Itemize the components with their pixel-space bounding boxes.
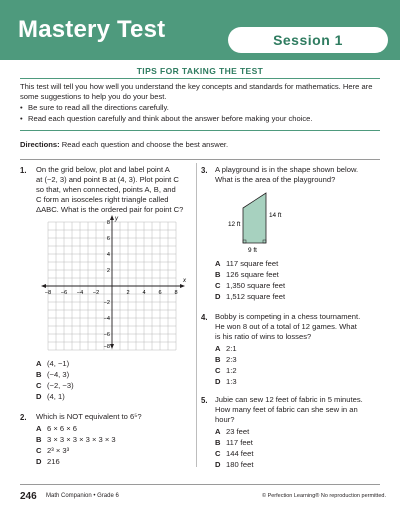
choice-1c[interactable] bbox=[36, 381, 74, 391]
y-axis bbox=[110, 215, 114, 349]
choice-text: 126 square feet bbox=[226, 270, 279, 279]
choice-letter: D bbox=[215, 292, 221, 301]
x-axis-label: x bbox=[183, 278, 186, 284]
page-number: 246 bbox=[20, 491, 37, 502]
choice-4c[interactable] bbox=[215, 366, 237, 376]
session-badge: Session 1 bbox=[228, 27, 388, 53]
question-5-line: hour? bbox=[215, 415, 235, 424]
question-3-line: What is the area of the playground? bbox=[215, 175, 336, 184]
choice-letter: D bbox=[215, 377, 221, 386]
tips-intro: This test will tell you how well you understand the key concepts and standards for mathematics. Here are some suggestions to help you do your best. bbox=[20, 82, 373, 101]
choice-text: 216 bbox=[47, 457, 60, 466]
page-header bbox=[0, 0, 400, 60]
question-3-text bbox=[215, 165, 358, 185]
question-1-line: so that, when connected, points A, B, and bbox=[36, 185, 176, 194]
choice-2c[interactable] bbox=[36, 446, 69, 456]
question-5-line: Jubie can sew 12 feet of fabric in 5 minutes. bbox=[215, 395, 363, 404]
choice-letter: A bbox=[215, 259, 221, 268]
x-tick-label: 4 bbox=[142, 290, 146, 296]
choice-text: 117 feet bbox=[226, 438, 253, 447]
choice-5d[interactable] bbox=[215, 460, 253, 470]
y-tick-label: −2 bbox=[103, 300, 110, 306]
choice-1b[interactable] bbox=[36, 370, 69, 380]
choice-3b[interactable] bbox=[215, 270, 279, 280]
choice-4d[interactable] bbox=[215, 377, 237, 387]
question-4-line: Bobby is competing in a chess tournament. bbox=[215, 312, 361, 321]
choice-text: 180 feet bbox=[226, 460, 254, 469]
choice-letter: C bbox=[215, 449, 221, 458]
y-tick-label: −8 bbox=[103, 344, 110, 350]
question-2-text: Which is NOT equivalent to 6⁵? bbox=[36, 412, 142, 421]
choice-letter: D bbox=[36, 392, 42, 401]
choice-letter: B bbox=[215, 270, 221, 279]
tips-bottom-rule bbox=[20, 130, 380, 131]
choice-text: (4, −1) bbox=[47, 359, 70, 368]
choice-letter: C bbox=[215, 281, 221, 290]
footer-rule bbox=[20, 484, 380, 485]
x-tick-label: 8 bbox=[174, 290, 178, 296]
choice-text: 23 feet bbox=[226, 427, 250, 436]
y-tick-label: −6 bbox=[103, 332, 110, 338]
coordinate-grid[interactable] bbox=[38, 214, 188, 350]
choice-letter: B bbox=[215, 355, 221, 364]
question-1-line: On the grid below, plot and label point A bbox=[36, 165, 170, 174]
column-divider bbox=[196, 163, 197, 467]
y-tick-label: 2 bbox=[106, 268, 110, 274]
choice-letter: A bbox=[215, 344, 221, 353]
choice-2b[interactable] bbox=[36, 435, 116, 445]
question-1-line: C form an isosceles right triangle called bbox=[36, 195, 169, 204]
y-tick-label: 8 bbox=[106, 220, 110, 226]
tips-heading: TIPS FOR TAKING THE TEST bbox=[136, 66, 264, 76]
choice-text: 1:3 bbox=[226, 377, 237, 386]
question-1-number: 1. bbox=[20, 166, 27, 175]
choice-text: (−4, 3) bbox=[47, 370, 70, 379]
choice-3a[interactable] bbox=[215, 259, 278, 269]
choice-5c[interactable] bbox=[215, 449, 253, 459]
y-axis-label: y bbox=[115, 216, 118, 222]
choice-letter: A bbox=[36, 359, 42, 368]
choice-letter: D bbox=[36, 457, 42, 466]
copyright-notice: © Perfection Learning® No reproduction permitted. bbox=[262, 493, 386, 499]
directions bbox=[20, 140, 228, 149]
question-2-number: 2. bbox=[20, 413, 27, 422]
choice-text: 2³ × 3³ bbox=[47, 446, 70, 455]
y-tick-label: 4 bbox=[106, 252, 110, 258]
tips-bullet-1: • Be sure to read all the directions carefully. bbox=[28, 103, 378, 113]
choice-3c[interactable] bbox=[215, 281, 285, 291]
choice-3d[interactable] bbox=[215, 292, 285, 302]
x-tick-label: −8 bbox=[44, 290, 52, 296]
choice-letter: B bbox=[36, 435, 42, 444]
question-3-number: 3. bbox=[201, 166, 208, 175]
choice-text: 144 feet bbox=[226, 449, 254, 458]
choice-text: 2:3 bbox=[226, 355, 237, 364]
question-1-line: ΔABC. What is the ordered pair for point C? bbox=[36, 205, 184, 214]
x-tick-label: 6 bbox=[158, 290, 162, 296]
x-tick-label: −4 bbox=[76, 290, 84, 296]
choice-letter: C bbox=[36, 446, 42, 455]
question-1-line: at (−2, 3) and point B at (4, 3). Plot point C bbox=[36, 175, 179, 184]
choice-2a[interactable] bbox=[36, 424, 77, 434]
trapezoid-right-label: 14 ft bbox=[269, 212, 282, 219]
question-5-text bbox=[215, 395, 363, 425]
question-4-number: 4. bbox=[201, 313, 208, 322]
directions-text: Read each question and choose the best answer. bbox=[61, 140, 229, 149]
tips-top-rule bbox=[20, 78, 380, 79]
trapezoid-bottom-label: 9 ft bbox=[248, 247, 257, 254]
choice-letter: B bbox=[215, 438, 221, 447]
choice-letter: A bbox=[36, 424, 42, 433]
choice-text: 2:1 bbox=[226, 344, 237, 353]
question-4-text bbox=[215, 312, 360, 342]
question-4-line: He won 8 out of a total of 12 games. What bbox=[215, 322, 357, 331]
question-5-line: How many feet of fabric can she sew in an bbox=[215, 405, 358, 414]
x-axis bbox=[41, 284, 185, 288]
choice-text: (4, 1) bbox=[47, 392, 65, 401]
choice-4b[interactable] bbox=[215, 355, 237, 365]
question-1-text bbox=[36, 165, 183, 215]
y-tick-label: −4 bbox=[103, 316, 110, 322]
tips-bullet-2: • Read each question carefully and think about the answer before making your choice. bbox=[28, 114, 378, 124]
choice-text: 6 × 6 × 6 bbox=[47, 424, 77, 433]
y-tick-label: 6 bbox=[106, 236, 110, 242]
trapezoid-figure bbox=[230, 190, 290, 254]
choice-text: (−2, −3) bbox=[47, 381, 74, 390]
choice-5b[interactable] bbox=[215, 438, 253, 448]
choice-4a[interactable] bbox=[215, 344, 237, 354]
choice-letter: C bbox=[215, 366, 221, 375]
choice-1d[interactable] bbox=[36, 392, 65, 402]
choice-text: 117 square feet bbox=[226, 259, 279, 268]
book-title: Math Companion • Grade 6 bbox=[46, 493, 119, 499]
directions-rule bbox=[20, 159, 380, 160]
choice-text: 1,350 square feet bbox=[226, 281, 286, 290]
choice-letter: C bbox=[36, 381, 42, 390]
directions-label: Directions: bbox=[20, 140, 60, 149]
choice-letter: B bbox=[36, 370, 42, 379]
x-tick-label: −6 bbox=[60, 290, 68, 296]
x-tick-label: 2 bbox=[126, 290, 130, 296]
x-tick-label: −2 bbox=[92, 290, 100, 296]
choice-letter: D bbox=[215, 460, 221, 469]
choice-text: 1:2 bbox=[226, 366, 237, 375]
choice-5a[interactable] bbox=[215, 427, 249, 437]
page-title: Mastery Test bbox=[18, 16, 166, 43]
choice-text: 3 × 3 × 3 × 3 × 3 × 3 bbox=[47, 435, 116, 444]
question-5-number: 5. bbox=[201, 396, 208, 405]
question-4-line: is his ratio of wins to losses? bbox=[215, 332, 312, 341]
choice-1a[interactable] bbox=[36, 359, 69, 369]
choice-text: 1,512 square feet bbox=[226, 292, 286, 301]
question-3-line: A playground is in the shape shown below. bbox=[215, 165, 359, 174]
choice-letter: A bbox=[215, 427, 221, 436]
trapezoid-left-label: 12 ft bbox=[228, 221, 241, 228]
choice-2d[interactable] bbox=[36, 457, 60, 467]
